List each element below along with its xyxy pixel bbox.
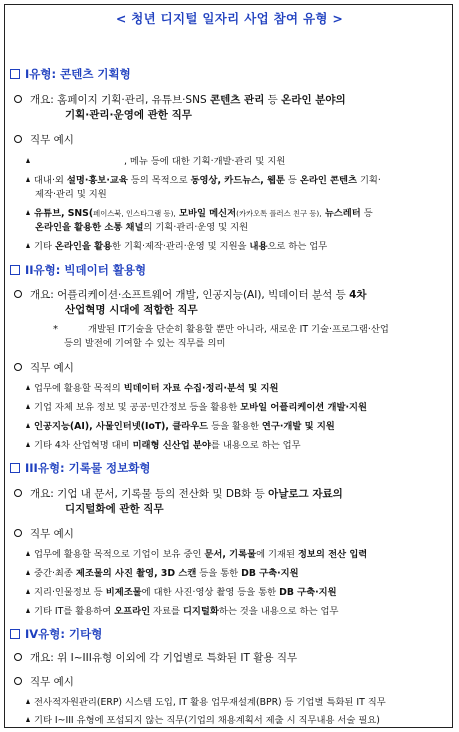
type2-examples-label: 직무 예시 bbox=[14, 360, 74, 375]
type1-example-2-line2: 제작·관리 및 지원 bbox=[35, 189, 107, 200]
circle-bullet-icon bbox=[14, 290, 22, 298]
type2-example-4: 기타 4차 산업혁명 대비 미래형 신산업 분야를 내용으로 하는 업무 bbox=[26, 437, 301, 451]
circle-bullet-icon bbox=[14, 363, 22, 371]
triangle-bullet-icon bbox=[26, 423, 30, 428]
section-header-type1 bbox=[10, 66, 131, 82]
type1-title: I유형: 콘텐츠 기획형 bbox=[25, 67, 131, 81]
type2-note: * 개발된 IT기술을 단순히 활용할 뿐만 아니라, 새로운 IT 기술·프로그램·산업 bbox=[53, 324, 389, 335]
type1-example-3-line2: 온라인을 활용한 소통 채널의 기획·관리·운영 및 지원 bbox=[35, 222, 249, 233]
checkbox-square-icon bbox=[10, 265, 20, 275]
checkbox-square-icon bbox=[10, 463, 20, 473]
triangle-bullet-icon bbox=[26, 158, 30, 163]
type1-example-1: , 메뉴 등에 대한 기획·개발·관리 및 지원 bbox=[26, 153, 285, 167]
type1-examples-label: 직무 예시 bbox=[14, 132, 74, 147]
type2-note-line2: 등의 발전에 기여할 수 있는 직무를 의미 bbox=[64, 338, 226, 349]
triangle-bullet-icon bbox=[26, 699, 30, 704]
triangle-bullet-icon bbox=[26, 570, 30, 575]
type2-example-3: 인공지능(AI), 사물인터넷(IoT), 클라우드 등을 활용한 연구·개발 및 지원 bbox=[26, 418, 335, 432]
section-header-type3 bbox=[10, 460, 150, 476]
circle-bullet-icon bbox=[14, 489, 22, 497]
type4-overview: 개요: 위 I~III유형 이외에 각 기업별로 특화된 IT 활용 직무 bbox=[14, 650, 297, 665]
type3-overview-line2: 디지털화에 관한 직무 bbox=[65, 503, 164, 515]
type4-title: IV유형: 기타형 bbox=[25, 627, 103, 641]
page-title: < 청년 디지털 일자리 사업 참여 유형 > bbox=[115, 11, 344, 26]
type2-example-2: 기업 자체 보유 정보 및 공공·민간정보 등을 활용한 모바일 어플리케이션 개발·지원 bbox=[26, 399, 367, 413]
circle-bullet-icon bbox=[14, 529, 22, 537]
type1-example-3: 유튜브, SNS(페이스북, 인스타그램 등), 모바일 메신저(카카오톡 플러스 친구 등), 뉴스레터 등 bbox=[26, 205, 373, 219]
triangle-bullet-icon bbox=[26, 589, 30, 594]
type1-example-2: 대내·외 설명·홍보·교육 등의 목적으로 동영상, 카드뉴스, 웹툰 등 온라인 콘텐츠 기획· bbox=[26, 172, 381, 186]
type3-example-3: 지리·인물정보 등 비제조물에 대한 사진·영상 촬영 등을 통한 DB 구축·지원 bbox=[26, 584, 337, 598]
circle-bullet-icon bbox=[14, 135, 22, 143]
type4-examples-label: 직무 예시 bbox=[14, 674, 74, 689]
type3-example-4: 기타 IT를 활용하여 오프라인 자료를 디지털화하는 것을 내용으로 하는 업무 bbox=[26, 603, 338, 617]
checkbox-square-icon bbox=[10, 69, 20, 79]
triangle-bullet-icon bbox=[26, 442, 30, 447]
triangle-bullet-icon bbox=[26, 717, 30, 722]
circle-bullet-icon bbox=[14, 95, 22, 103]
triangle-bullet-icon bbox=[26, 608, 30, 613]
type3-example-2: 중간·최종 제조물의 사진 촬영, 3D 스캔 등을 통한 DB 구축·지원 bbox=[26, 565, 299, 579]
triangle-bullet-icon bbox=[26, 404, 30, 409]
checkbox-square-icon bbox=[10, 629, 20, 639]
triangle-bullet-icon bbox=[26, 210, 30, 215]
type3-title: III유형: 기록물 정보화형 bbox=[25, 461, 151, 475]
triangle-bullet-icon bbox=[26, 385, 30, 390]
circle-bullet-icon bbox=[14, 677, 22, 685]
circle-bullet-icon bbox=[14, 653, 22, 661]
type2-overview: 개요: 어플리케이션·소프트웨어 개발, 인공지능(AI), 빅데이터 분석 등 4차 bbox=[14, 287, 367, 302]
type1-example-4: 기타 온라인을 활용한 기획·제작·관리·운영 및 지원을 내용으로 하는 업무 bbox=[26, 238, 327, 252]
type2-example-1: 업무에 활용할 목적의 빅데이터 자료 수집·정리·분석 및 지원 bbox=[26, 380, 278, 394]
type2-overview-line2: 산업혁명 시대에 적합한 직무 bbox=[65, 304, 198, 316]
section-header-type2 bbox=[10, 262, 146, 278]
type3-overview: 개요: 기업 내 문서, 기록물 등의 전산화 및 DB화 등 아날로그 자료의 bbox=[14, 486, 343, 501]
triangle-bullet-icon bbox=[26, 177, 30, 182]
triangle-bullet-icon bbox=[26, 243, 30, 248]
type1-overview: 개요: 홈페이지 기획·관리, 유튜브·SNS 콘텐츠 관리 등 온라인 분야의 bbox=[14, 92, 346, 107]
type4-example-1: 전사적자원관리(ERP) 시스템 도입, IT 활용 업무재설계(BPR) 등 기업별 특화된 IT 직무 bbox=[26, 694, 386, 708]
section-header-type4 bbox=[10, 626, 102, 642]
triangle-bullet-icon bbox=[26, 551, 30, 556]
type3-example-1: 업무에 활용할 목적으로 기업이 보유 중인 문서, 기록물에 기재된 정보의 전산 입력 bbox=[26, 546, 367, 560]
type2-title: II유형: 빅데이터 활용형 bbox=[25, 263, 147, 277]
type4-example-2: 기타 I~III 유형에 포섭되지 않는 직무(기업의 채용계획서 제출 시 직무내용 서술 필요) bbox=[26, 712, 380, 726]
type3-examples-label: 직무 예시 bbox=[14, 526, 74, 541]
type1-overview-line2: 기획·관리·운영에 관한 직무 bbox=[65, 109, 192, 121]
